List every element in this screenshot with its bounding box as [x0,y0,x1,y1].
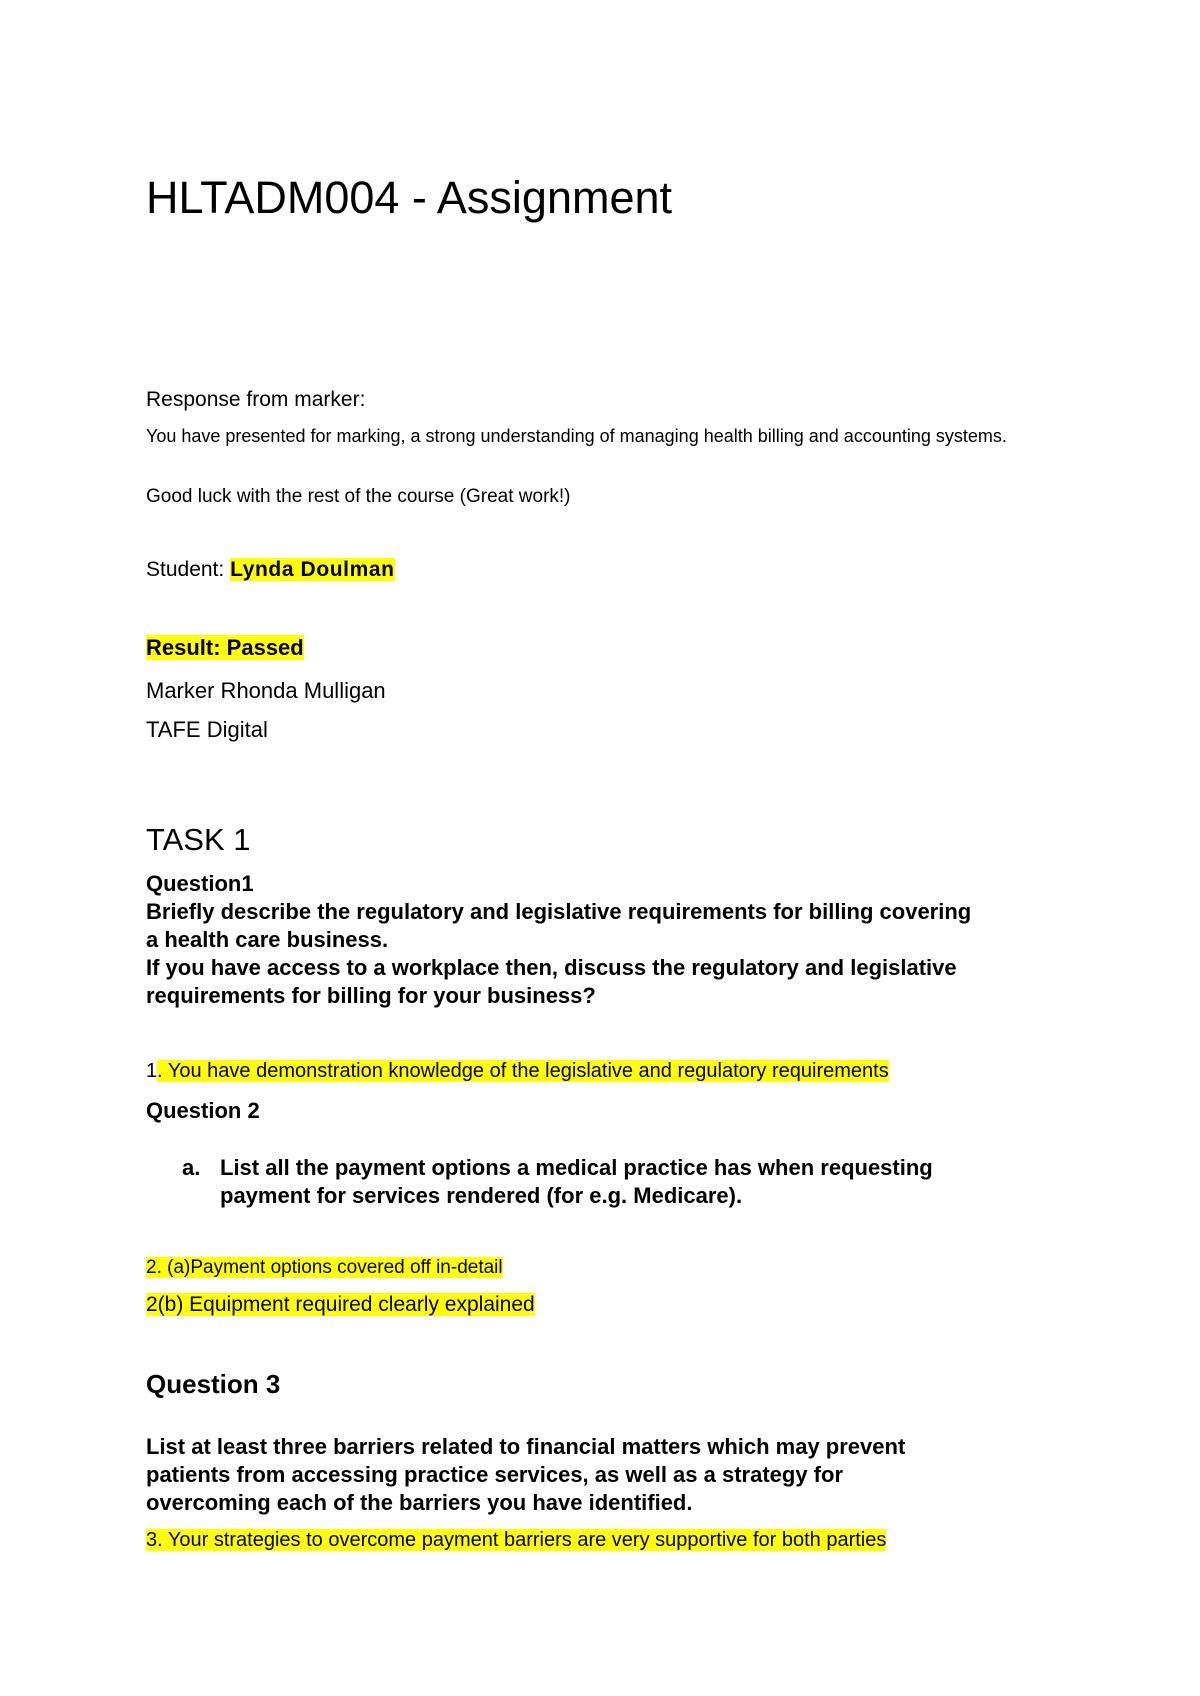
question-3-line: List at least three barriers related to financial matters which may prevent [146,1434,906,1459]
question-2a-line: List all the payment options a medical practice has when requesting [220,1155,933,1180]
document-title: HLTADM004 - Assignment [146,172,673,223]
marker-response-text: You have presented for marking, a strong understanding of managing health billing and accounting systems. [146,426,1007,446]
marker-response-label: Response from marker: [146,388,366,411]
answer-2a [146,1255,503,1281]
student-label: Student: [146,558,231,581]
question-1-line: If you have access to a workplace then, discuss the regulatory and legislative [146,955,957,980]
question-2a-line: payment for services rendered (for e.g. Medicare). [220,1183,743,1208]
result-line [146,634,304,662]
question-1-line: requirements for billing for your business? [146,983,596,1008]
student-name: Lynda Doulman [230,558,395,581]
question-3-line: patients from accessing practice services, as well as a strategy for [146,1462,844,1487]
question-1-label: Question1 [146,871,254,896]
answer-2b [146,1291,535,1319]
question-3-line: overcoming each of the barriers you have identified. [146,1490,693,1515]
list-marker: a. [182,1155,201,1180]
task-heading: TASK 1 [146,822,251,857]
student-line [146,555,395,585]
question-1-line: Briefly describe the regulatory and legislative requirements for billing covering [146,899,972,924]
organisation-name: TAFE Digital [146,717,268,742]
question-1-text [146,898,971,1010]
answer-2a-feedback: 2. (a)Payment options covered off in-detail [146,1257,503,1278]
question-2-label: Question 2 [146,1098,260,1123]
good-luck-message: Good luck with the rest of the course (Great work!) [146,486,571,507]
answer-2b-feedback: 2(b) Equipment required clearly explained [146,1293,535,1316]
answer-1 [146,1057,889,1085]
question-2a [182,1154,933,1210]
question-3-label: Question 3 [146,1369,281,1399]
marker-name: Marker Rhonda Mulligan [146,678,386,703]
answer-1-feedback: . You have demonstration knowledge of the legislative and regulatory requirements [157,1060,889,1082]
answer-3 [146,1526,886,1554]
answer-3-feedback: 3. Your strategies to overcome payment barriers are very supportive for both parties [146,1529,887,1551]
question-1-line: a health care business. [146,927,389,952]
question-3-text [146,1433,905,1517]
result-status: Result: Passed [146,635,304,660]
answer-1-number: 1 [146,1060,158,1082]
